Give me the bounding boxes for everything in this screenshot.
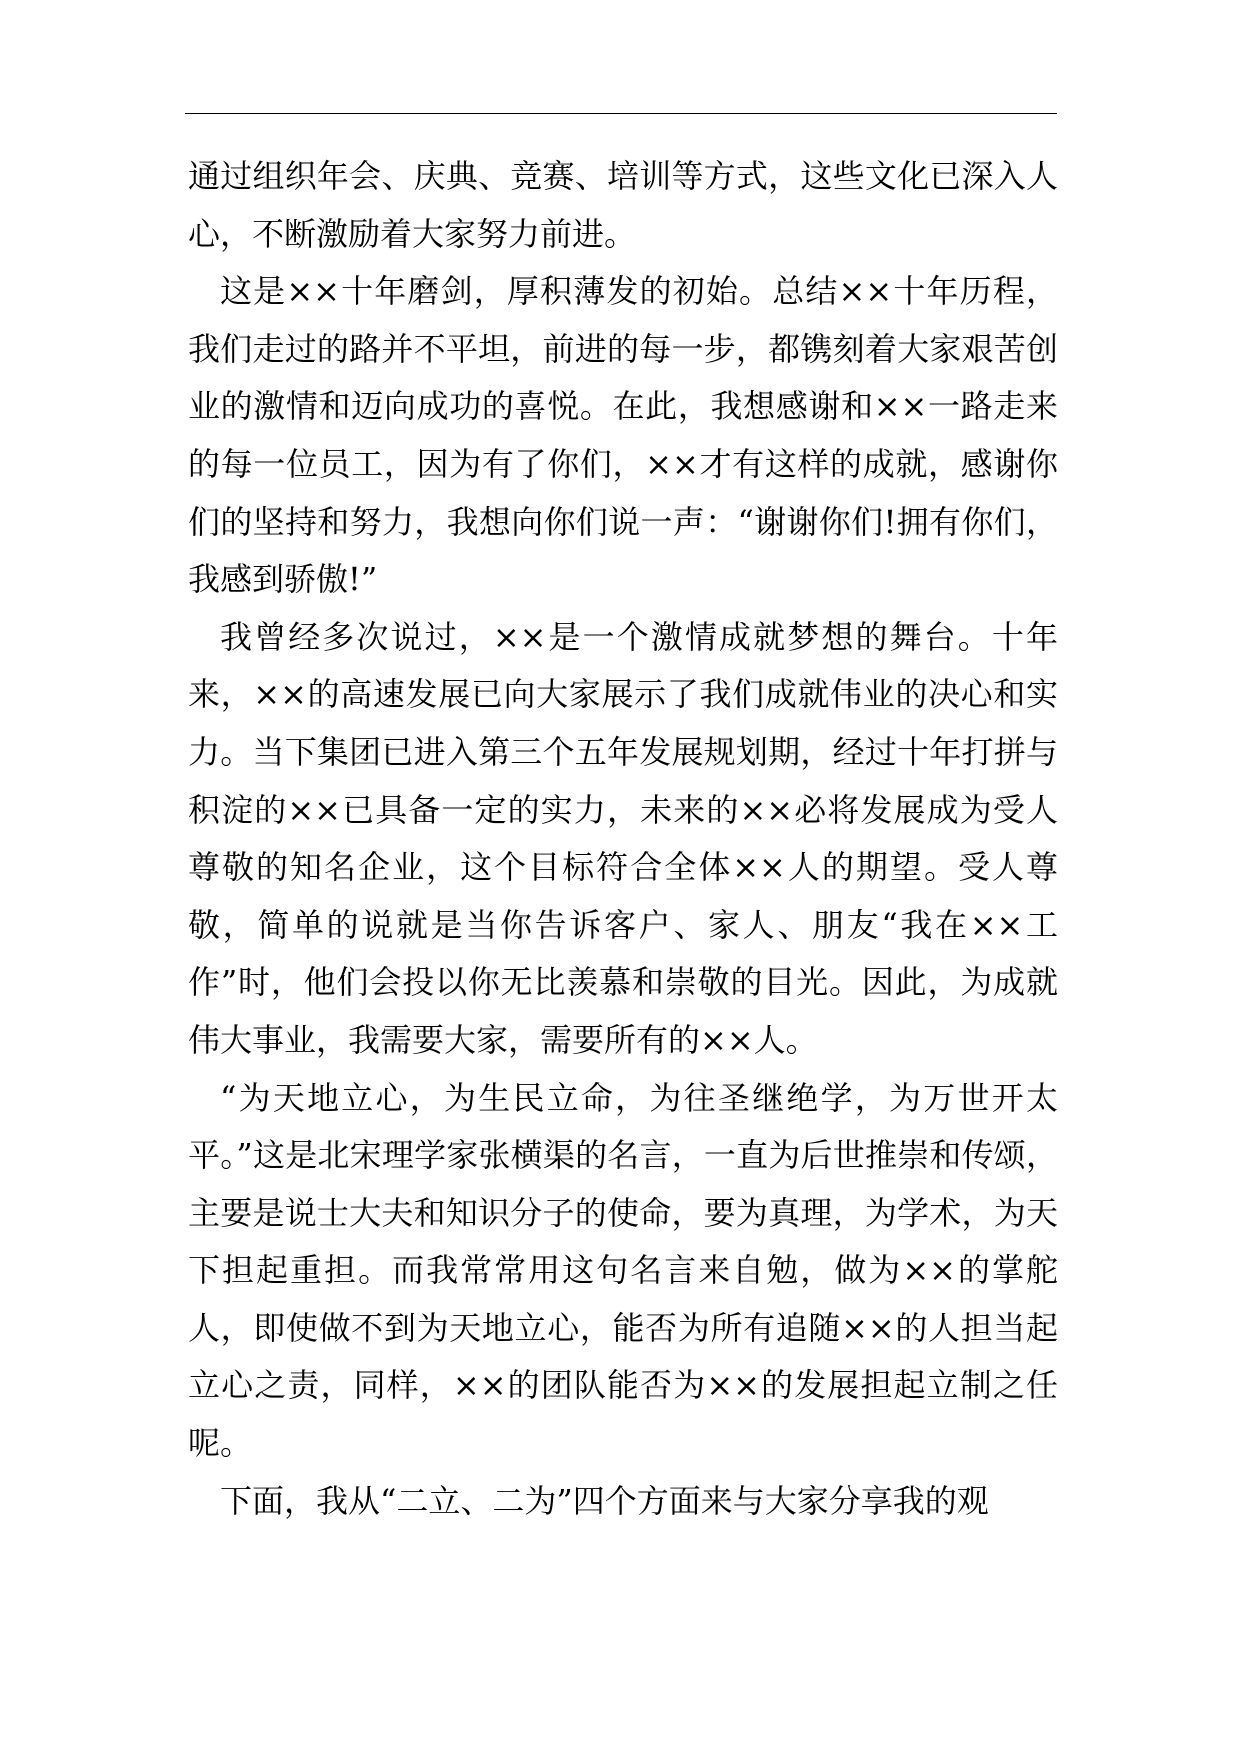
paragraph-ten-years: 这是××十年磨剑，厚积薄发的初始。总结××十年历程，我们走过的路并不平坦，前进的每一步，都镌刻着大家艰苦创业的激情和迈向成功的喜悦。在此，我想感谢和××一路走来的每一位员工，因为有了你们，××才有这样的成就，感谢你们的坚持和努力，我想向你们说一声：“谢谢你们!拥有你们，我感到骄傲!” — [188, 272, 1058, 599]
paragraph-four-aspects: 下面，我从“二立、二为”四个方面来与大家分享我的观 — [220, 1481, 989, 1520]
header-rule — [185, 113, 1057, 114]
paragraph-stage-of-dreams: 我曾经多次说过，××是一个激情成就梦想的舞台。十年来，××的高速发展已向大家展示了我们成就伟业的决心和实力。当下集团已进入第三个五年发展规划期，经过十年打拼与积淀的××已具备一定的实力，未来的××必将发展成为受人尊敬的知名企业，这个目标符合全体××人的期望。受人尊敬，简单的说就是当你告诉客户、家人、朋友“我在××工作”时，他们会投以你无比羡慕和崇敬的目光。因此，为成就伟大事业，我需要大家，需要所有的××人。 — [188, 617, 1058, 1059]
paragraph-continuation: 通过组织年会、庆典、竞赛、培训等方式，这些文化已深入人心，不断激励着大家努力前进。 — [188, 157, 1058, 253]
paragraph-quote-zhang-hengqu: “为天地立心，为生民立命，为往圣继绝学，为万世开太平。”这是北宋理学家张横渠的名言，一直为后世推崇和传颂，主要是说士大夫和知识分子的使命，要为真理，为学术，为天下担起重担。而我常常用这句名言来自勉，做为××的掌舵人，即使做不到为天地立心，能否为所有追随××的人担当起立心之责，同样，××的团队能否为××的发展担起立制之任呢。 — [188, 1078, 1058, 1463]
document-body — [188, 148, 1058, 1530]
